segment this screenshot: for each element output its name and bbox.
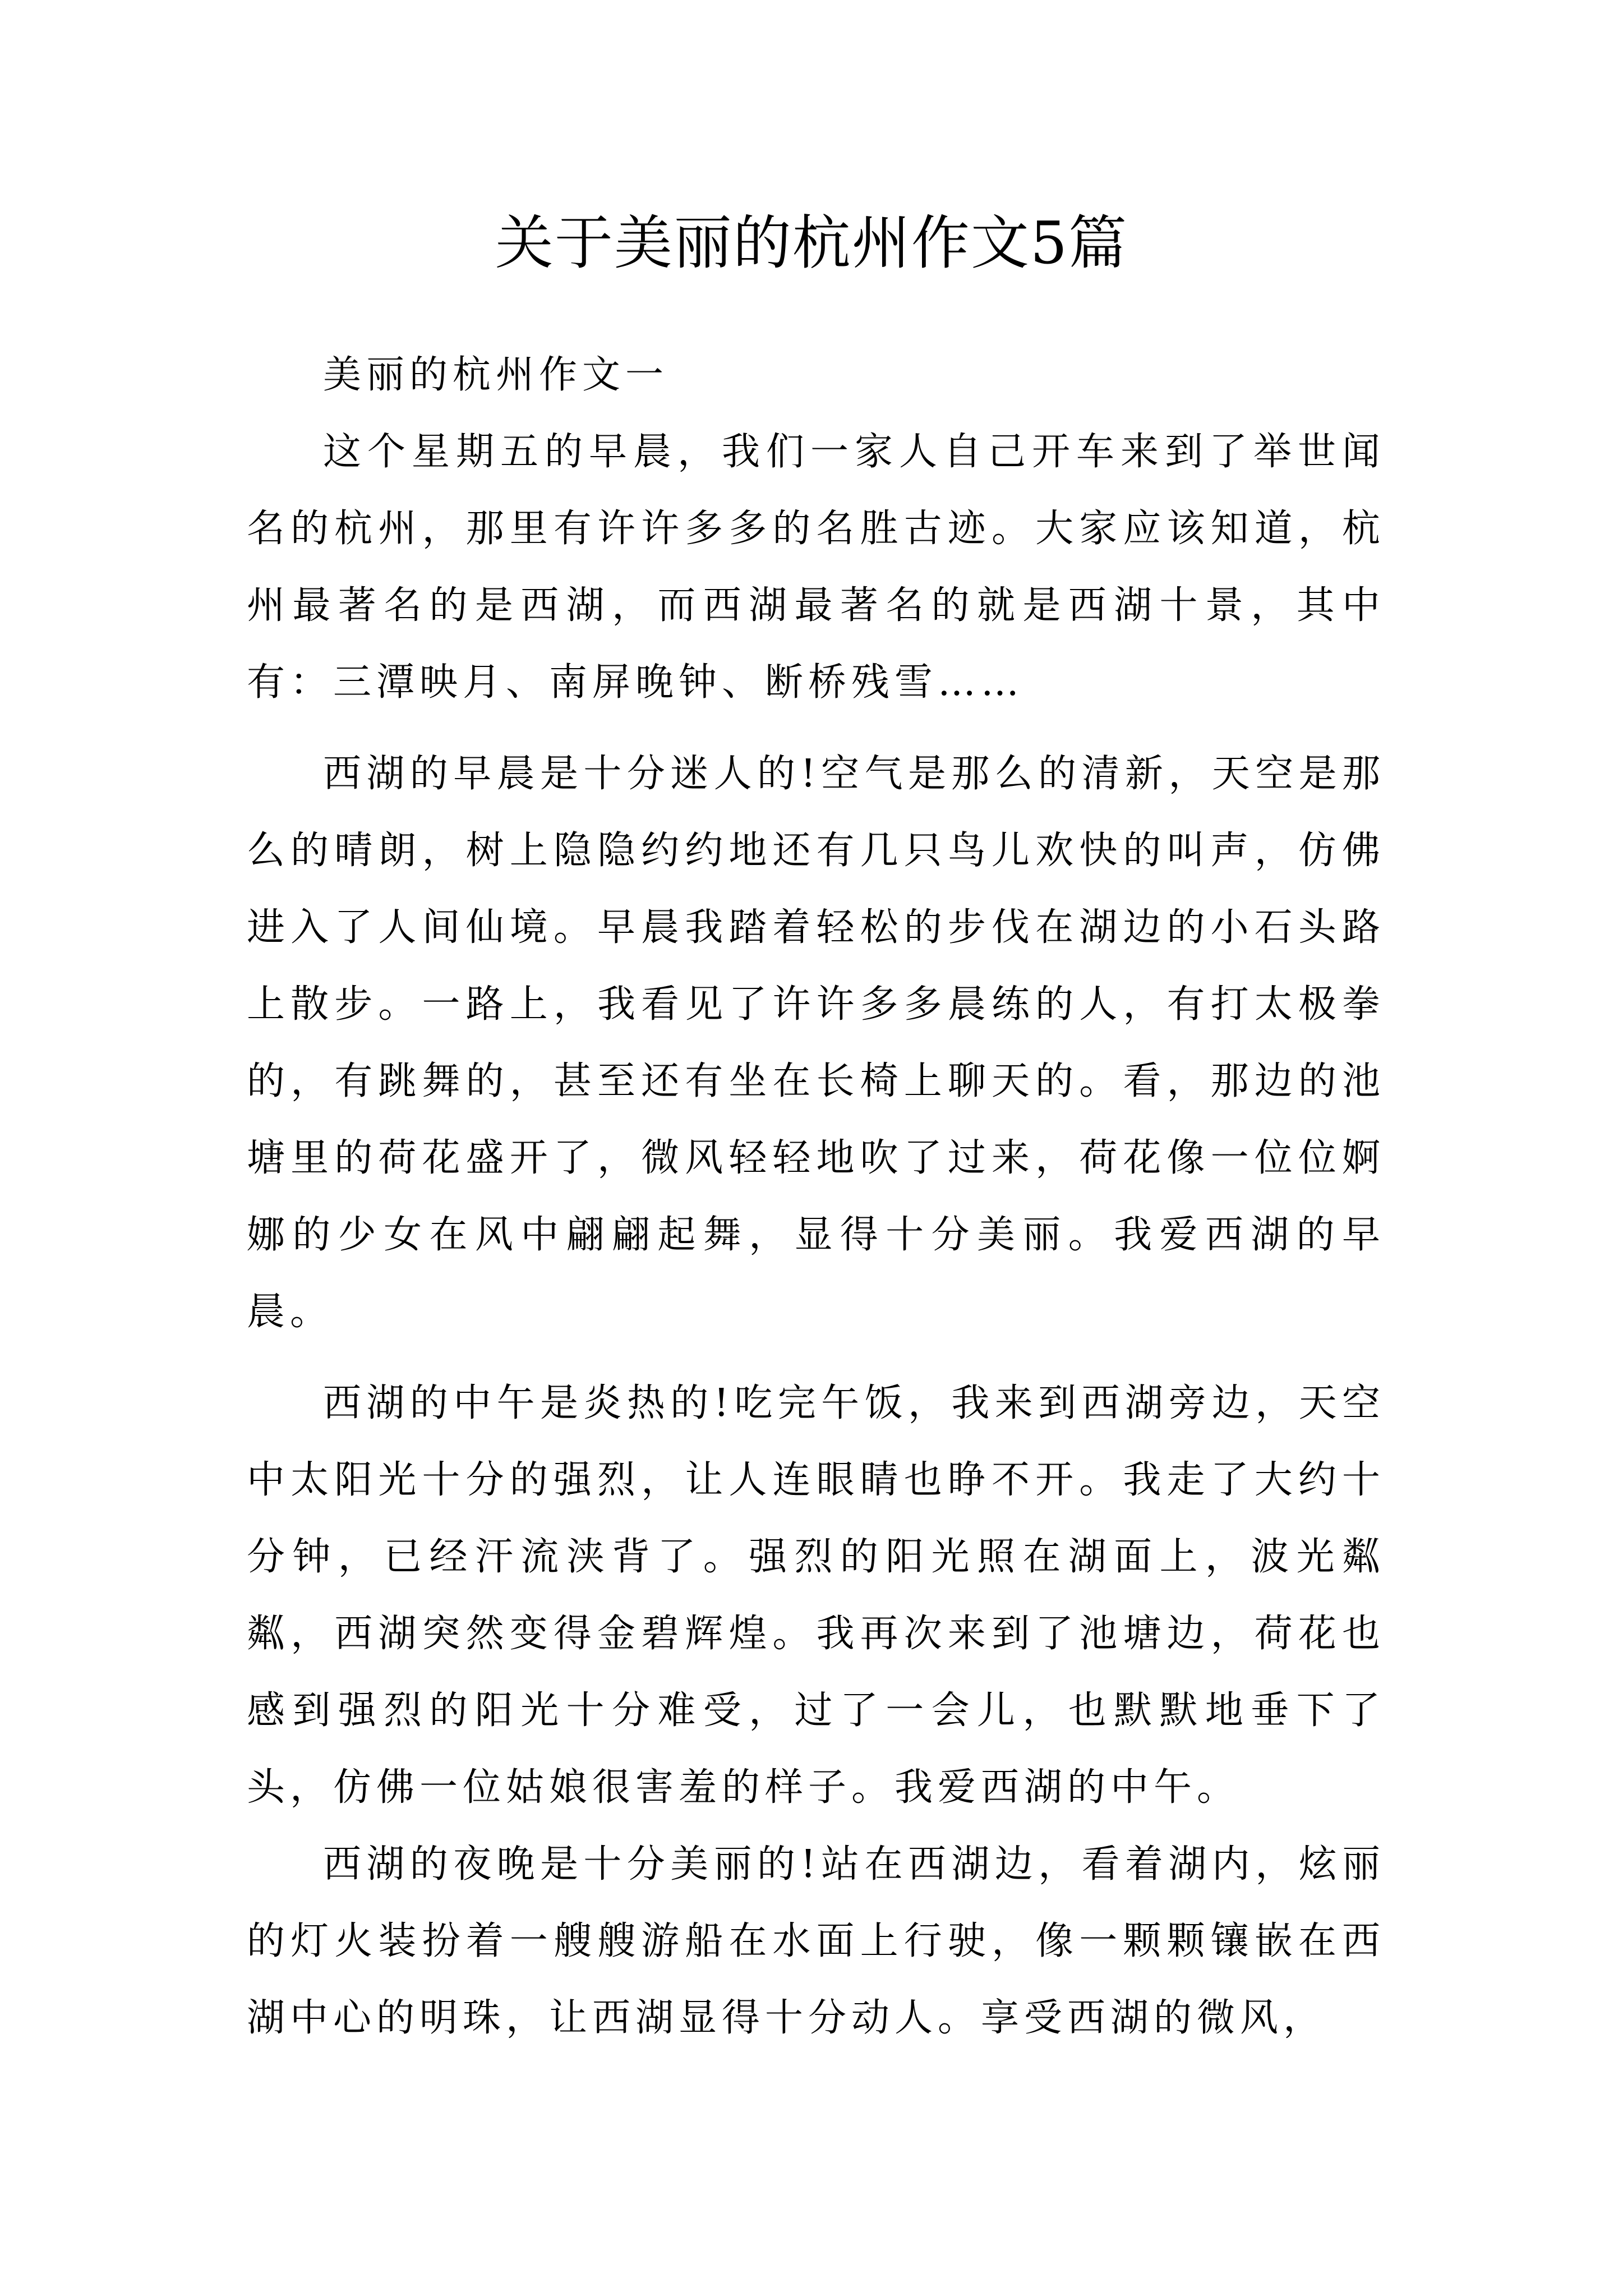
- section-heading: 美丽的杭州作文一: [323, 353, 669, 397]
- paragraph-morning: 西湖的早晨是十分迷人的!空气是那么的清新，天空是那么的晴朗，树上隐隐约约地还有几只鸟儿欢快的叫声，仿佛进入了人间仙境。早晨我踏着轻松的步伐在湖边的小石头路上散步。一路上，我看见了许许多多晨练的人，有打太极拳的，有跳舞的，甚至还有坐在长椅上聊天的。看，那边的池塘里的荷花盛开了，微风轻轻地吹了过来，荷花像一位位婀娜的少女在风中翩翩起舞，显得十分美丽。我爱西湖的早晨。: [247, 752, 1385, 1334]
- paragraph-noon: 西湖的中午是炎热的!吃完午饭，我来到西湖旁边，天空中太阳光十分的强烈，让人连眼睛也睁不开。我走了大约十分钟，已经汗流浃背了。强烈的阳光照在湖面上，波光粼粼，西湖突然变得金碧辉煌。我再次来到了池塘边，荷花也感到强烈的阳光十分难受，过了一会儿，也默默地垂下了头，仿佛一位姑娘很害羞的样子。我爱西湖的中午。: [247, 1381, 1385, 1810]
- document-title: 关于美丽的杭州作文5篇: [495, 209, 1128, 277]
- document-body: [247, 337, 1385, 2056]
- paragraph-intro: 这个星期五的早晨，我们一家人自己开车来到了举世闻名的杭州，那里有许许多多的名胜古迹。大家应该知道，杭州最著名的是西湖，而西湖最著名的就是西湖十景，其中有：三潭映月、南屏晚钟、断桥残雪……: [247, 430, 1385, 705]
- paragraph-evening: 西湖的夜晚是十分美丽的!站在西湖边，看着湖内，炫丽的灯火装扮着一艘艘游船在水面上行驶，像一颗颗镶嵌在西湖中心的明珠，让西湖显得十分动人。享受西湖的微风，: [247, 1842, 1385, 2040]
